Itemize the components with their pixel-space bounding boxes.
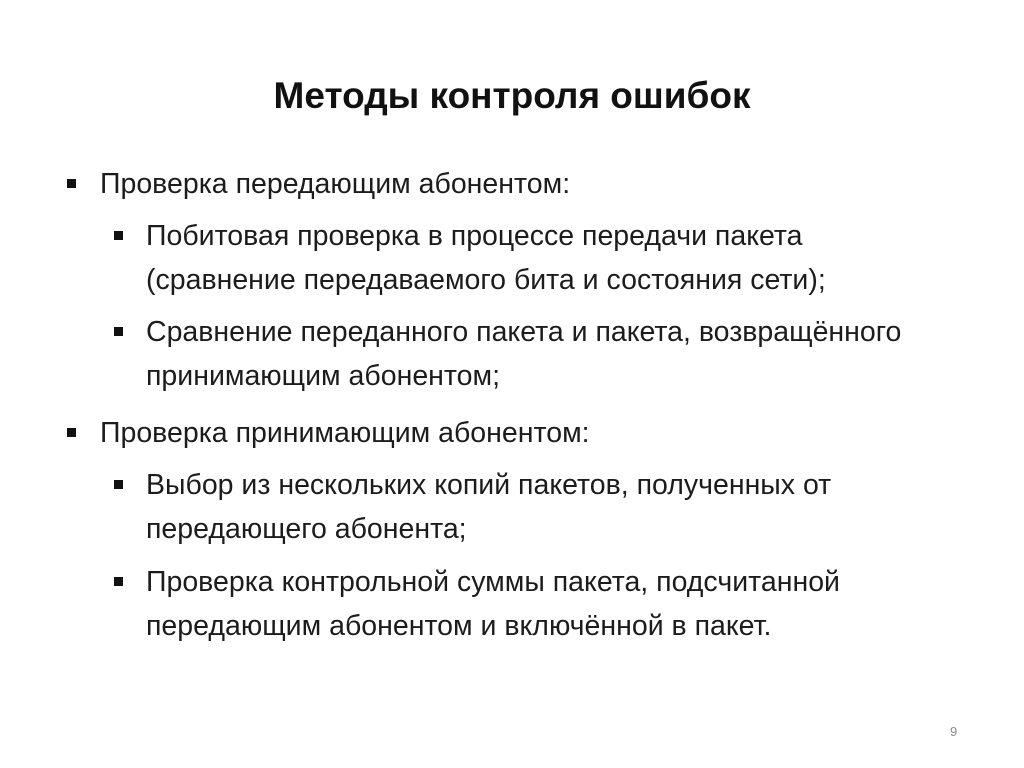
bullet-marker — [67, 428, 76, 437]
sub-bullet-marker — [114, 577, 123, 586]
sub-bullet-checksum-line-2: передающим абонентом и включённой в пакет. — [146, 610, 772, 642]
sub-bullet-marker — [114, 231, 123, 240]
bullet-item-transmitter-check: Проверка передающим абонентом: — [100, 168, 571, 200]
sub-bullet-marker — [114, 327, 123, 336]
sub-bullet-packet-compare-line-2: принимающим абонентом; — [146, 360, 501, 392]
bullet-item-receiver-check: Проверка принимающим абонентом: — [100, 417, 590, 449]
sub-bullet-marker — [114, 480, 123, 489]
page-number: 9 — [950, 724, 958, 739]
sub-bullet-copy-selection-line-2: передающего абонента; — [146, 513, 467, 545]
sub-bullet-checksum-line-1: Проверка контрольной суммы пакета, подсчитанной — [146, 566, 840, 598]
sub-bullet-copy-selection-line-1: Выбор из нескольких копий пакетов, полученных от — [146, 469, 832, 501]
sub-bullet-bitwise-check-line-2: (сравнение передаваемого бита и состояния сети); — [146, 264, 826, 296]
sub-bullet-bitwise-check-line-1: Побитовая проверка в процессе передачи пакета — [146, 220, 803, 252]
slide-title: Методы контроля ошибок — [273, 75, 751, 116]
sub-bullet-packet-compare-line-1: Сравнение переданного пакета и пакета, возвращённого — [146, 316, 902, 348]
bullet-marker — [67, 179, 76, 188]
